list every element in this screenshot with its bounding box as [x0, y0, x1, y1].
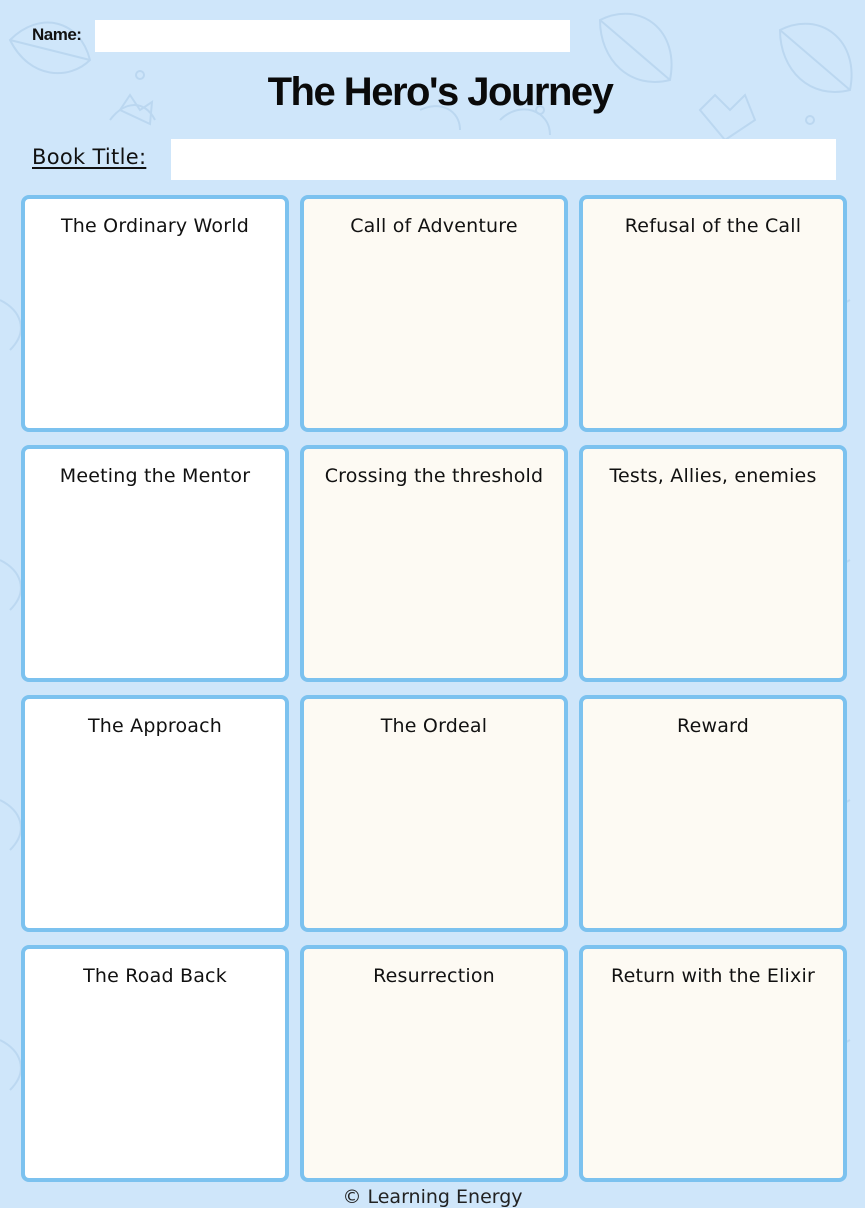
stage-label: Reward — [677, 715, 749, 737]
book-title-field[interactable] — [171, 139, 836, 180]
stage-box[interactable] — [579, 695, 847, 932]
stage-label: Tests, Allies, enemies — [609, 465, 817, 487]
stage-label: The Approach — [87, 715, 223, 737]
stage-label: Return with the Elixir — [611, 965, 815, 987]
stage-label: Refusal of the Call — [624, 215, 802, 237]
stage-box[interactable] — [21, 695, 289, 932]
stage-box[interactable] — [21, 445, 289, 682]
stage-label: Call of Adventure — [350, 215, 518, 237]
stage-label: Crossing the threshold — [324, 465, 544, 487]
stage-box[interactable] — [579, 445, 847, 682]
stage-box[interactable] — [300, 445, 568, 682]
book-title-label: Book Title: — [32, 145, 147, 169]
copyright-footer: © Learning Energy — [342, 1186, 523, 1208]
stage-label: The Road Back — [83, 965, 227, 987]
stage-box[interactable] — [300, 945, 568, 1182]
stage-label: Resurrection — [373, 965, 495, 987]
stage-box[interactable] — [300, 695, 568, 932]
name-field[interactable] — [95, 20, 570, 52]
stages-grid — [21, 195, 847, 1182]
stage-box[interactable] — [300, 195, 568, 432]
stage-label: The Ordeal — [380, 715, 488, 737]
stage-box[interactable] — [579, 945, 847, 1182]
stage-label: Meeting the Mentor — [59, 465, 251, 487]
stage-label: The Ordinary World — [61, 215, 249, 237]
stage-box[interactable] — [21, 945, 289, 1182]
page-title: The Hero's Journey — [267, 70, 613, 114]
stage-box[interactable] — [21, 195, 289, 432]
stage-box[interactable] — [579, 195, 847, 432]
name-label: Name: — [32, 25, 82, 44]
